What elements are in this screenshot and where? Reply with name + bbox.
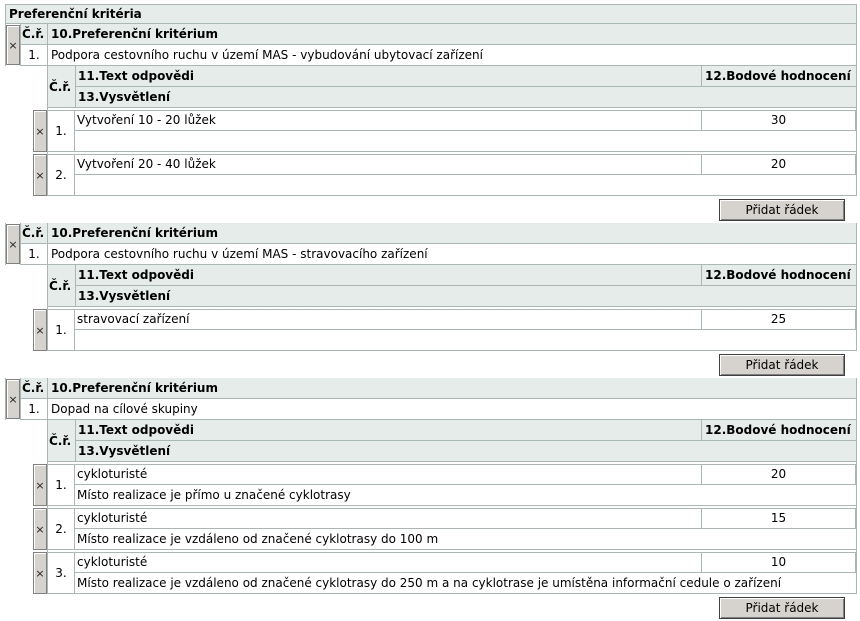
remove-criterion-button[interactable]: × — [6, 25, 20, 65]
answer-row — [33, 110, 856, 152]
answer-row — [33, 552, 856, 594]
criterion-header: 10.Preferenční kritérium — [47, 24, 856, 45]
answer-explanation[interactable] — [74, 175, 856, 196]
remove-answer-button[interactable]: × — [33, 508, 47, 550]
points-header: 12.Bodové hodnocení — [701, 420, 856, 441]
answer-explanation[interactable] — [74, 131, 856, 152]
answers-header — [48, 66, 856, 108]
remove-criterion-button[interactable]: × — [6, 379, 20, 419]
criterion-name[interactable]: Dopad na cílové skupiny — [47, 399, 856, 420]
cr-header: Č.ř. — [20, 378, 47, 399]
criterion-block — [5, 223, 857, 265]
criterion-number: 1. — [20, 399, 47, 420]
remove-answer-button[interactable]: × — [33, 464, 47, 506]
answer-row — [33, 464, 856, 506]
answer-number: 1. — [47, 464, 74, 506]
answers-cr-header: Č.ř. — [48, 420, 75, 462]
cr-header: Č.ř. — [20, 223, 47, 244]
answer-number: 1. — [47, 110, 74, 152]
remove-answer-button[interactable]: × — [33, 552, 47, 594]
answer-explanation[interactable] — [74, 330, 856, 351]
preference-criteria-page — [5, 4, 857, 621]
explanation-header: 13.Vysvětlení — [75, 87, 856, 108]
answers-table — [35, 420, 857, 594]
answer-points[interactable]: 30 — [701, 110, 856, 131]
page-title: Preferenční kritéria — [5, 4, 857, 24]
answer-text[interactable]: cykloturisté — [74, 552, 701, 573]
answer-explanation[interactable]: Místo realizace je přímo u značené cyklotrasy — [74, 485, 856, 506]
answer-points[interactable]: 20 — [701, 464, 856, 485]
remove-criterion-button[interactable]: × — [6, 224, 20, 264]
points-header: 12.Bodové hodnocení — [701, 265, 856, 286]
remove-answer-button[interactable]: × — [33, 309, 47, 351]
answers-header — [48, 265, 856, 307]
answer-row — [33, 508, 856, 550]
answer-points[interactable]: 25 — [701, 309, 856, 330]
answer-explanation[interactable]: Místo realizace je vzdáleno od značené cyklotrasy do 100 m — [74, 529, 856, 550]
answer-number: 2. — [47, 508, 74, 550]
criterion-name[interactable]: Podpora cestovního ruchu v území MAS - stravovacího zařízení — [47, 244, 856, 265]
criterion-name[interactable]: Podpora cestovního ruchu v území MAS - vybudování ubytovací zařízení — [47, 45, 856, 66]
answer-text[interactable]: Vytvoření 10 - 20 lůžek — [74, 110, 701, 131]
answers-header — [48, 420, 856, 462]
answer-explanation[interactable]: Místo realizace je vzdáleno od značené cyklotrasy do 250 m a na cyklotrase je umístěna informační cedule o zařízení — [74, 573, 856, 594]
criterion-number: 1. — [20, 45, 47, 66]
cr-header: Č.ř. — [20, 24, 47, 45]
remove-answer-button[interactable]: × — [33, 154, 47, 196]
criterion-number: 1. — [20, 244, 47, 265]
criterion-block — [5, 24, 857, 66]
add-row-button[interactable]: Přidat řádek — [719, 597, 845, 619]
answer-text-header: 11.Text odpovědi — [75, 66, 701, 87]
answers-table — [35, 66, 857, 196]
add-row-button[interactable]: Přidat řádek — [719, 199, 845, 221]
criterion-block — [5, 378, 857, 420]
criterion-header: 10.Preferenční kritérium — [47, 223, 856, 244]
remove-answer-button[interactable]: × — [33, 110, 47, 152]
answer-row — [33, 154, 856, 196]
answer-number: 2. — [47, 154, 74, 196]
explanation-header: 13.Vysvětlení — [75, 441, 856, 462]
answer-points[interactable]: 10 — [701, 552, 856, 573]
add-row-button[interactable]: Přidat řádek — [719, 354, 845, 376]
answer-text-header: 11.Text odpovědi — [75, 265, 701, 286]
answers-cr-header: Č.ř. — [48, 66, 75, 108]
answer-text[interactable]: cykloturisté — [74, 508, 701, 529]
answer-row — [33, 309, 856, 351]
answer-number: 3. — [47, 552, 74, 594]
criterion-header: 10.Preferenční kritérium — [47, 378, 856, 399]
explanation-header: 13.Vysvětlení — [75, 286, 856, 307]
answers-table — [35, 265, 857, 351]
answer-text[interactable]: cykloturisté — [74, 464, 701, 485]
answer-points[interactable]: 20 — [701, 154, 856, 175]
answer-text[interactable]: stravovací zařízení — [74, 309, 701, 330]
points-header: 12.Bodové hodnocení — [701, 66, 856, 87]
answers-cr-header: Č.ř. — [48, 265, 75, 307]
answer-points[interactable]: 15 — [701, 508, 856, 529]
answer-number: 1. — [47, 309, 74, 351]
answer-text-header: 11.Text odpovědi — [75, 420, 701, 441]
answer-text[interactable]: Vytvoření 20 - 40 lůžek — [74, 154, 701, 175]
